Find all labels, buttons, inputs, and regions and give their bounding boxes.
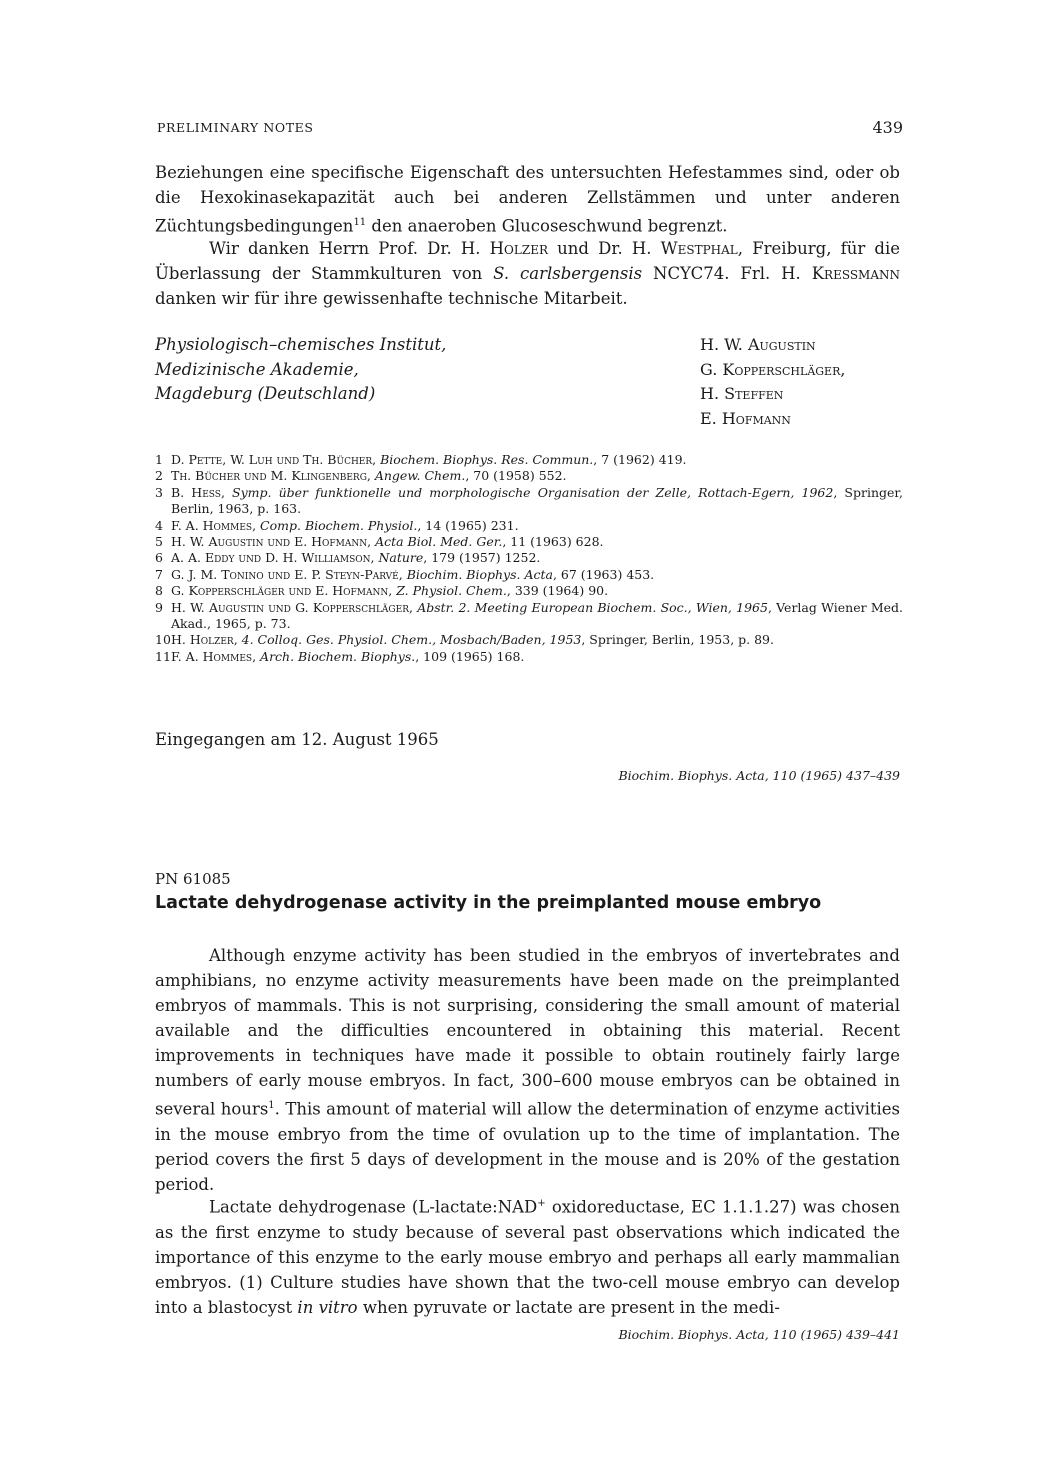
footnote-ref: 11: [353, 217, 367, 228]
name-westphal: Westphal: [660, 239, 738, 258]
reference-item: [155, 468, 903, 484]
author-list: [700, 333, 845, 431]
reference-item: [155, 518, 903, 534]
reference-text: G. J. M. Tonino und E. P. Steyn-Parvé, Biochim. Biophys. Acta, 67 (1963) 453.: [171, 566, 655, 582]
page-number: 439: [872, 118, 903, 137]
reference-number: 9: [155, 599, 163, 615]
received-date: Eingegangen am 12. August 1965: [155, 730, 439, 749]
reference-item: [155, 534, 903, 550]
author-name: G. Kopperschläger,: [700, 359, 846, 379]
reference-number: 1: [155, 452, 163, 467]
affiliation: [155, 333, 446, 407]
reference-item: [155, 567, 903, 583]
reference-number: 11: [155, 648, 171, 664]
reference-text: H. W. Augustin und E. Hofmann, Acta Biol. Med. Ger., 11 (1963) 628.: [171, 534, 604, 550]
article-paragraph-1: Although enzyme activity has been studied in the embryos of invertebrates and amphibians, no enzyme activity measurements have been made on the preimplanted embryos of mammals. This is not surprising, considering the small amount of material available and the difficulties encountered in obtaining this material. Recent improvements in techniques have made it possible to obtain routinely fairly large numbers of early mouse embryos. In fact, 300–600 mouse embryos can be obtained in several hours$^1$. This amount of material will allow the determination of enzyme activities in the mouse embryo from the time of ovulation up to the time of implantation. The period covers the first 5 days of development in the mouse and is 20% of the gestation period.: [155, 946, 900, 1194]
reference-item: [155, 550, 903, 566]
reference-text: B. Hess, Symp. über funktionelle und morphologische Organisation der Zelle, Rottach-Egern, 1962, Springer, Berlin, 1963, p. 163.: [171, 484, 903, 517]
running-title: PRELIMINARY NOTES: [157, 120, 314, 135]
affiliation-line: Magdeburg (Deutschland): [155, 384, 376, 403]
reference-number: 3: [155, 484, 163, 500]
reference-text: Th. Bücher und M. Klingenberg, Angew. Chem., 70 (1958) 552.: [171, 468, 567, 484]
species-name: S. carlsbergensis: [493, 264, 643, 283]
reference-number: 8: [155, 583, 163, 599]
reference-number: 7: [155, 566, 163, 582]
reference-text: G. Kopperschläger und E. Hofmann, Z. Physiol. Chem., 339 (1964) 90.: [171, 583, 609, 599]
reference-text: H. Holzer, 4. Colloq. Ges. Physiol. Chem., Mosbach/Baden, 1953, Springer, Berlin, 1953, p. 89.: [171, 632, 774, 648]
journal-citation: Biochim. Biophys. Acta, 110 (1965) 439–441: [618, 1327, 900, 1342]
article-title: Lactate dehydrogenase activity in the preimplanted mouse embryo: [155, 893, 822, 913]
reference-item: [155, 485, 903, 518]
reference-text: A. A. Eddy und D. H. Williamson, Nature, 179 (1957) 1252.: [171, 550, 541, 566]
reference-item: [155, 649, 903, 665]
author-name: E. Hofmann: [700, 408, 791, 428]
article-paragraph-2: Lactate dehydrogenase (L-lactate:NAD+ oxidoreductase, EC 1.1.1.27) was chosen as the first enzyme to study because of several past observations which indicated the importance of this enzyme to the early mouse embryo and perhaps all early mammalian embryos. (1) Culture studies have shown that the two-cell mouse embryo can develop into a blastocyst in vitro when pyruvate or lactate are present in the medi-: [155, 1197, 900, 1317]
paragraph-hexokinase: Beziehungen eine specifische Eigenschaft des untersuchten Hefestammes sind, oder ob die Hexokinasekapazität auch bei anderen Zellstämmen und unter anderen Züchtungsbedingungen$^{11}$ den anaeroben Glucoseschwund begrenzt.: [155, 163, 900, 236]
name-kressmann: Kressmann: [811, 264, 901, 283]
reference-list: [155, 452, 903, 665]
article-pn: PN 61085: [155, 870, 231, 888]
journal-page: [155, 0, 903, 1471]
reference-text: F. A. Hommes, Comp. Biochem. Physiol., 14 (1965) 231.: [171, 517, 519, 533]
affiliation-line: Physiologisch–chemisches Institut,: [155, 335, 447, 354]
reference-text: F. A. Hommes, Arch. Biochem. Biophys., 109 (1965) 168.: [171, 648, 525, 664]
reference-number: 2: [155, 468, 163, 484]
acknowledgement: Wir danken Herrn Prof. Dr. H. Holzer und Dr. H. Westphal, Freiburg, für die Überlassung der Stammkulturen von S. carlsbergensis NCYC74. Frl. H. Kressmann danken wir für ihre gewissenhafte technische Mitarbeit.: [155, 239, 901, 308]
reference-number: 10: [155, 632, 171, 648]
reference-text: D. Pette, W. Luh und Th. Bücher, Biochem. Biophys. Res. Commun., 7 (1962) 419.: [171, 452, 687, 467]
running-head: [155, 118, 903, 140]
footnote-ref: 1: [268, 1100, 275, 1111]
reference-number: 4: [155, 517, 163, 533]
reference-text: H. W. Augustin und G. Kopperschläger, Abstr. 2. Meeting European Biochem. Soc., Wien, 1965, Verlag Wiener Med. Akad., 1965, p. 73.: [171, 599, 903, 632]
reference-number: 5: [155, 534, 163, 550]
reference-item: [155, 600, 903, 633]
author-name: H. Steffen: [700, 384, 784, 403]
reference-item: [155, 583, 903, 599]
author-name: H. W. Augustin: [700, 335, 816, 354]
reference-item: [155, 632, 903, 648]
affiliation-line: Medizinische Akademie,: [155, 359, 359, 379]
reference-item: [155, 452, 903, 468]
name-holzer: Holzer: [489, 239, 548, 258]
journal-citation: Biochim. Biophys. Acta, 110 (1965) 437–439: [618, 768, 900, 783]
reference-number: 6: [155, 550, 163, 566]
